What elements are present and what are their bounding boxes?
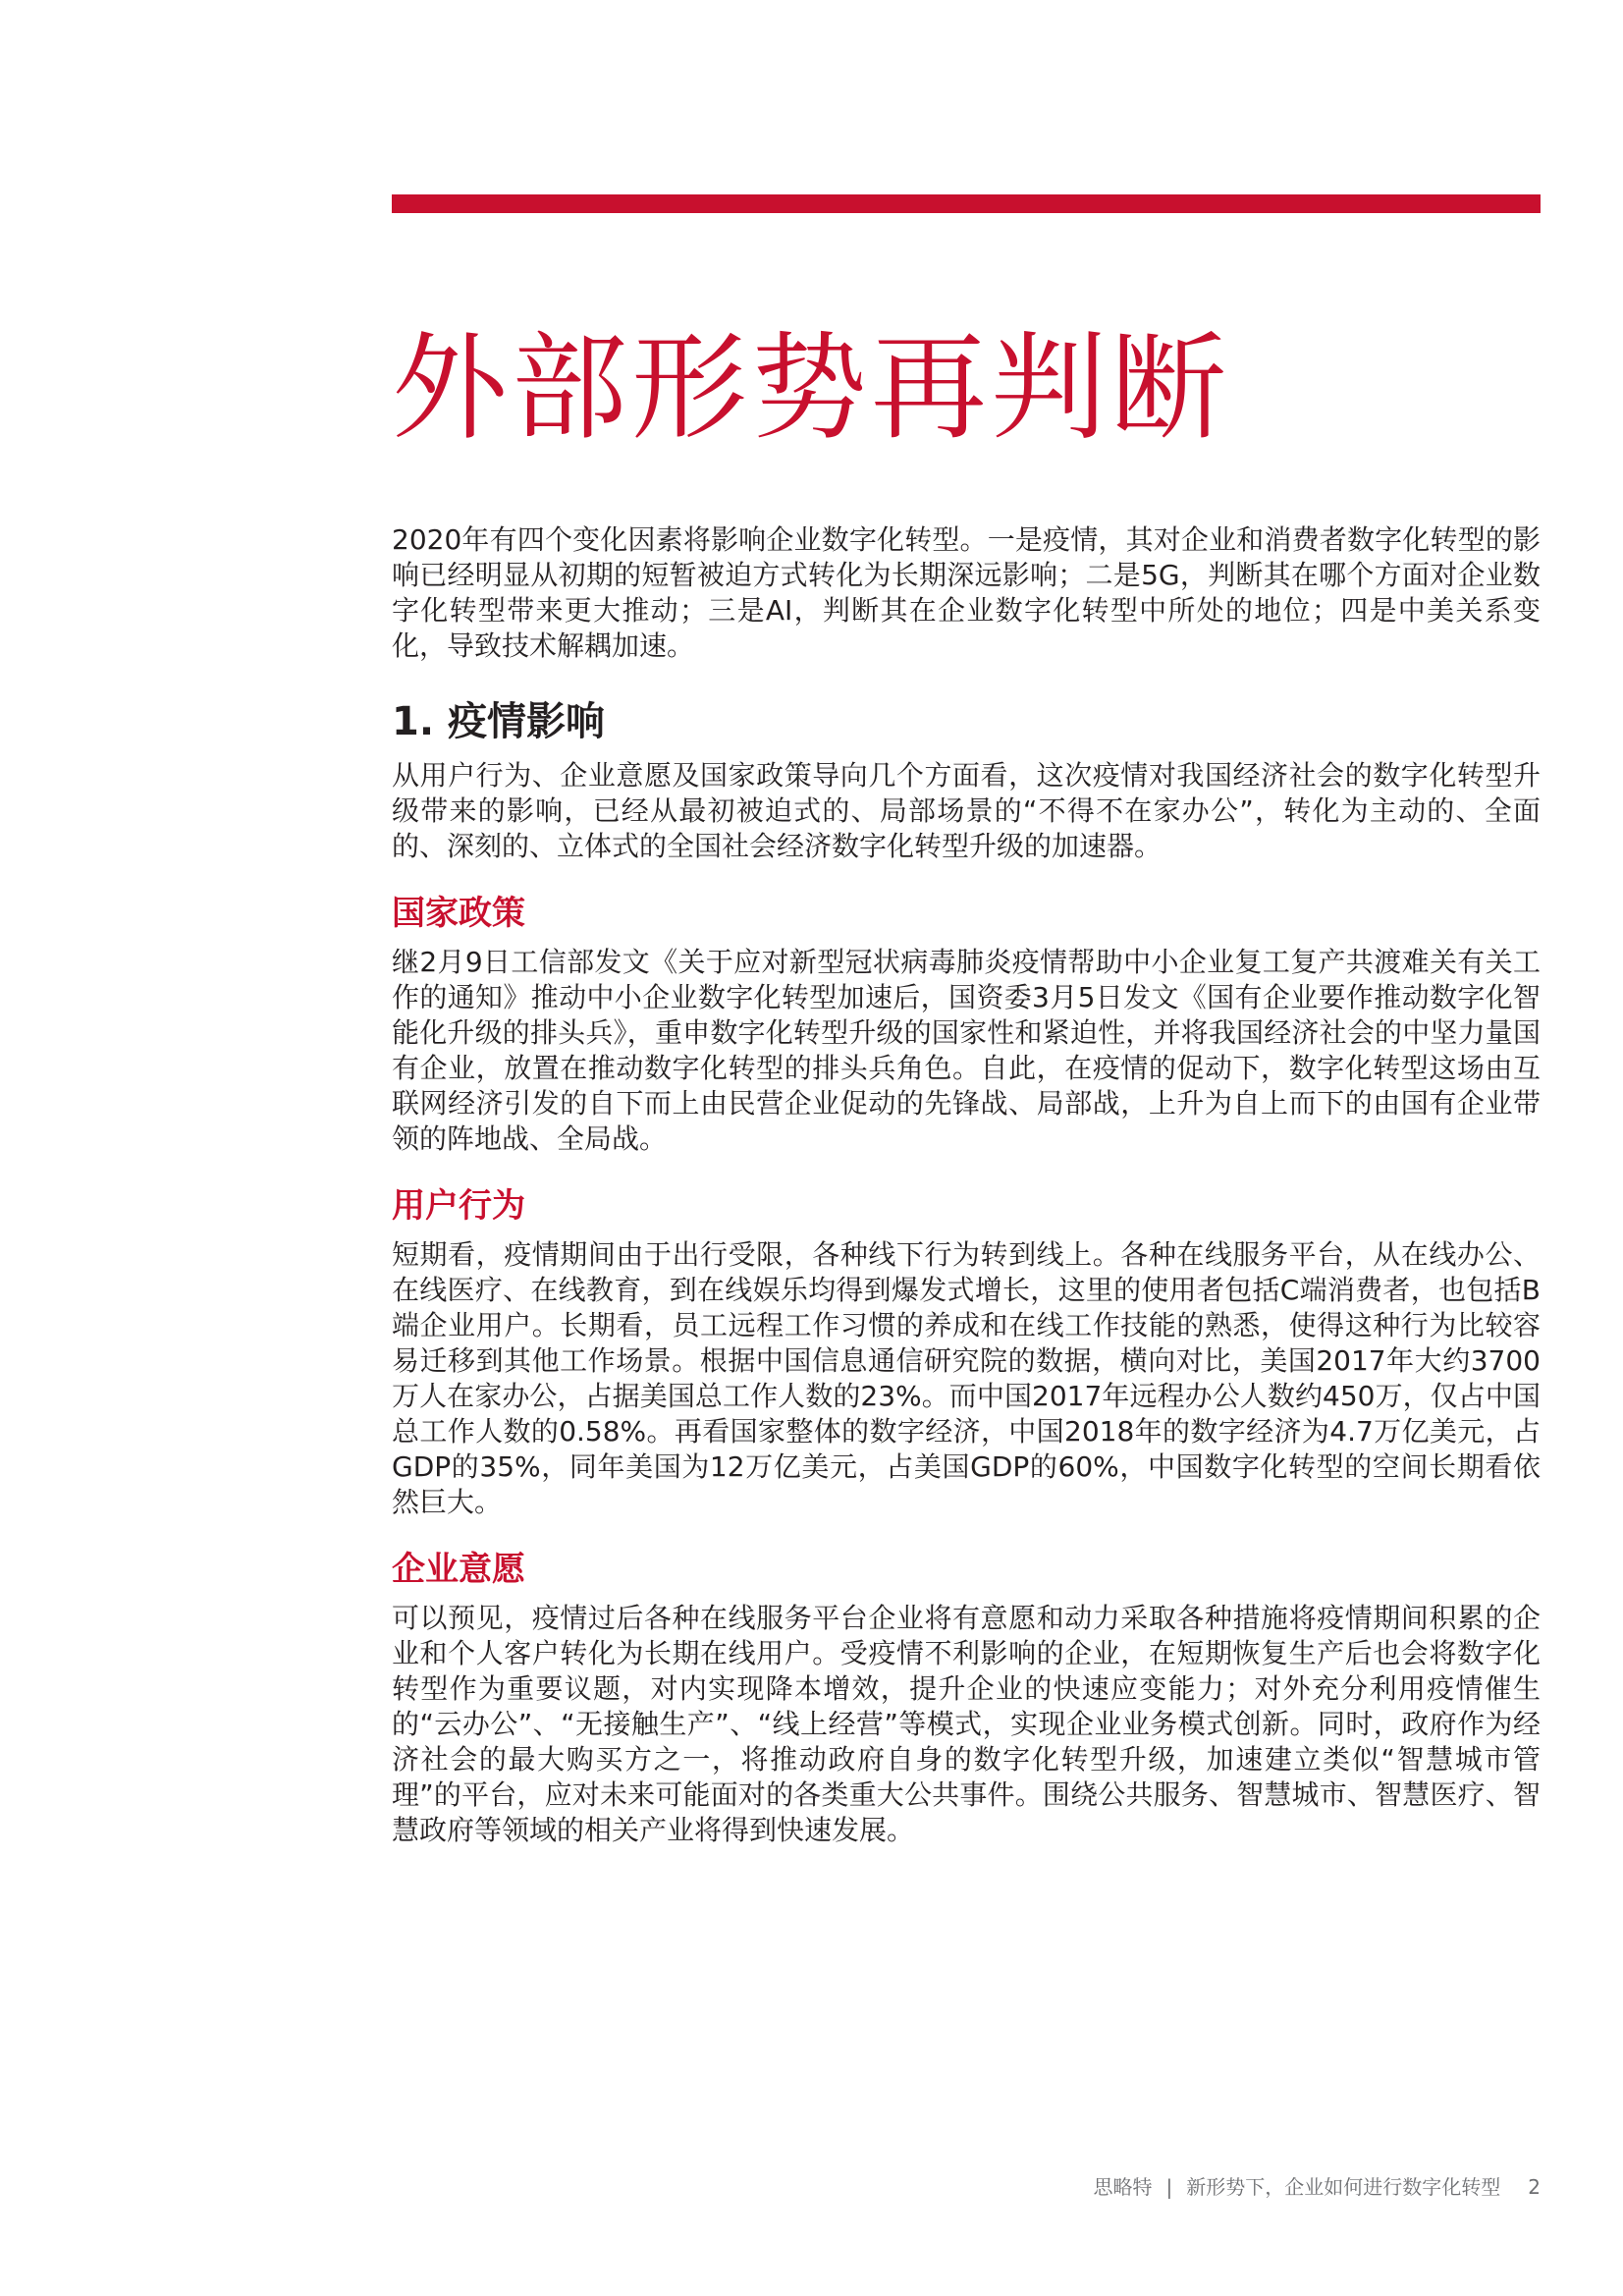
footer-separator: | <box>1165 2175 1173 2199</box>
intro-paragraph: 2020年有四个变化因素将影响企业数字化转型。一是疫情，其对企业和消费者数字化转型的影响已经明显从初期的短暂被迫方式转化为长期深远影响；二是5G，判断其在哪个方面对企业数字化转型带来更大推动；三是AI，判断其在企业数字化转型中所处的地位；四是中美关系变化，导致技术解耦加速。 <box>392 523 1541 662</box>
subheading-user-behavior: 用户行为 <box>392 1186 525 1226</box>
footer-doc-title: 新形势下，企业如何进行数字化转型 <box>1186 2175 1501 2199</box>
main-content <box>392 522 1541 1848</box>
paragraph-enterprise-willingness: 可以预见，疫情过后各种在线服务平台企业将有意愿和动力采取各种措施将疫情期间积累的企业和个人客户转化为长期在线用户。受疫情不利影响的企业，在短期恢复生产后也会将数字化转型作为重要议题，对内实现降本增效，提升企业的快速应变能力；对外充分利用疫情催生的“云办公”、“无接触生产”、“线上经营”等模式，实现企业业务模式创新。同时，政府作为经济社会的最大购买方之一，将推动政府自身的数字化转型升级，加速建立类似“智慧城市管理”的平台，应对未来可能面对的各类重大公共事件。围绕公共服务、智慧城市、智慧医疗、智慧政府等领域的相关产业将得到快速发展。 <box>392 1602 1541 1846</box>
subheading-enterprise-willingness: 企业意愿 <box>392 1550 525 1589</box>
page-title: 外部形势再判断 <box>392 320 1231 456</box>
subheading-national-policy: 国家政策 <box>392 894 525 933</box>
page-footer <box>1094 2174 1541 2200</box>
top-accent-bar <box>392 194 1541 213</box>
page-number: 2 <box>1528 2175 1541 2199</box>
footer-brand: 思略特 <box>1093 2175 1153 2199</box>
paragraph-user-behavior: 短期看，疫情期间由于出行受限，各种线下行为转到线上。各种在线服务平台，从在线办公、在线医疗、在线教育，到在线娱乐均得到爆发式增长，这里的使用者包括C端消费者，也包括B端企业用户。长期看，员工远程工作习惯的养成和在线工作技能的熟悉，使得这种行为比较容易迁移到其他工作场景。根据中国信息通信研究院的数据，横向对比，美国2017年大约3700万人在家办公，占据美国总工作人数的23%。而中国2017年远程办公人数约450万，仅占中国总工作人数的0.58%。再看国家整体的数字经济，中国2018年的数字经济为4.7万亿美元，占GDP的35%，同年美国为12万亿美元，占美国GDP的60%，中国数字化转型的空间长期看依然巨大。 <box>392 1238 1541 1518</box>
section-heading-epidemic: 1. 疫情影响 <box>392 699 605 744</box>
section-paragraph-epidemic: 从用户行为、企业意愿及国家政策导向几个方面看，这次疫情对我国经济社会的数字化转型升级带来的影响，已经从最初被迫式的、局部场景的“不得不在家办公”，转化为主动的、全面的、深刻的、立体式的全国社会经济数字化转型升级的加速器。 <box>392 759 1541 862</box>
paragraph-national-policy: 继2月9日工信部发文《关于应对新型冠状病毒肺炎疫情帮助中小企业复工复产共渡难关有关工作的通知》推动中小企业数字化转型加速后，国资委3月5日发文《国有企业要作推动数字化智能化升级的排头兵》，重申数字化转型升级的国家性和紧迫性，并将我国经济社会的中坚力量国有企业，放置在推动数字化转型的排头兵角色。自此，在疫情的促动下，数字化转型这场由互联网经济引发的自下而上由民营企业促动的先锋战、局部战，上升为自上而下的由国有企业带领的阵地战、全局战。 <box>392 946 1541 1155</box>
